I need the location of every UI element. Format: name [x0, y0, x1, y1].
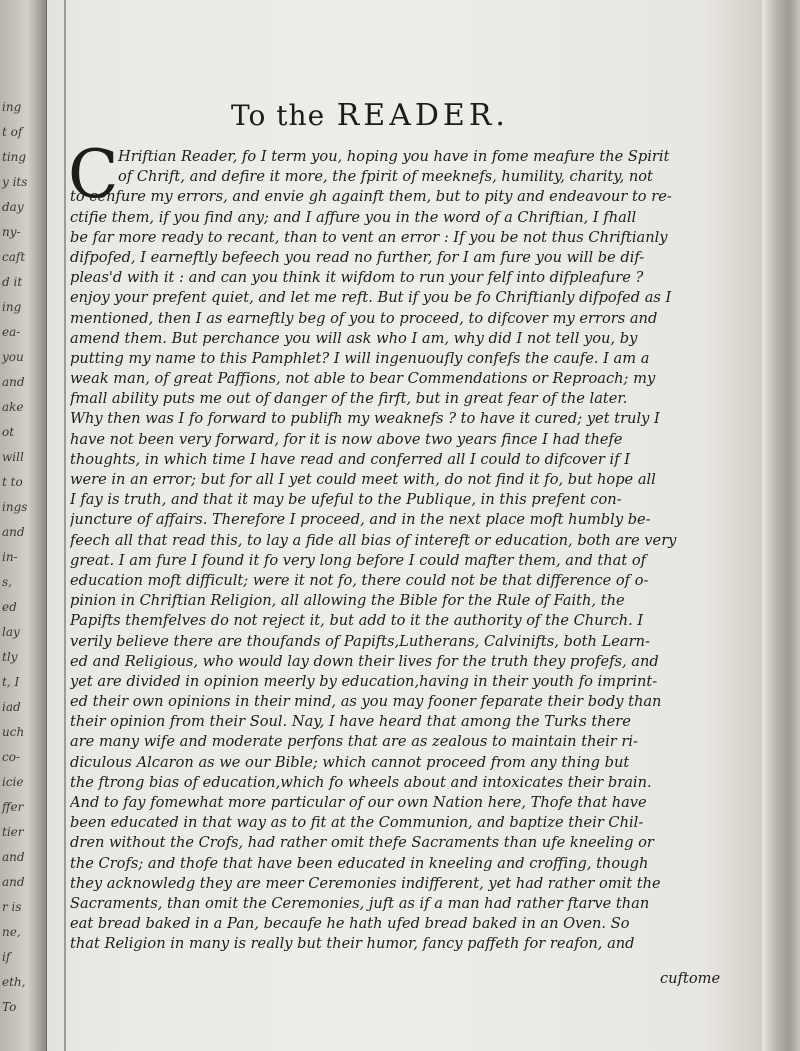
text-line: I fay is truth, and that it may be ufeful to the Publique, in this prefent con- — [70, 491, 622, 509]
text-line: diculous Alcaron as we our Bible; which cannot proceed from any thing but — [70, 753, 630, 771]
gutter-rule — [64, 0, 66, 1051]
previous-page-fragment: in- — [2, 550, 18, 564]
text-line: education moft difficult; were it not fo, there could not be that difference of o- — [70, 571, 649, 589]
text-line: they acknowledg they are meer Ceremonies indifferent, yet had rather omit the — [70, 874, 661, 892]
text-line: Sacraments, than omit the Ceremonies, juft as if a man had rather ftarve than — [70, 894, 650, 912]
text-line: thoughts, in which time I have read and conferred all I could to difcover if I — [70, 450, 631, 468]
previous-page-fragment: you — [2, 350, 24, 364]
body-text — [70, 147, 750, 955]
previous-page-fragment: t of — [2, 125, 23, 139]
page-heading — [150, 98, 590, 133]
heading-caps: READER. — [336, 98, 509, 133]
page-right-edge — [762, 0, 800, 1051]
text-line: fmall ability puts me out of danger of the firft, but in great fear of the later. — [70, 390, 628, 408]
previous-page-fragment: if — [2, 950, 11, 964]
text-line: ed their own opinions in their mind, as you may fooner feparate their body than — [70, 693, 662, 711]
text-line: have not been very forward, for it is now above two years fince I had thefe — [70, 430, 623, 448]
text-line: were in an error; but for all I yet could meet with, do not find it fo, but hope all — [70, 471, 656, 488]
text-line: mentioned, then I as earneftly beg of you to proceed, to difcover my errors and — [70, 309, 658, 327]
text-line: are many wife and moderate perfons that are as zealous to maintain their ri- — [70, 733, 638, 751]
previous-page-fragment: r is — [2, 900, 22, 914]
previous-page-fragment: tier — [2, 825, 24, 839]
text-line: eat bread baked in a Pan, becaufe he hath ufed bread baked in an Oven. So — [70, 915, 630, 933]
previous-page-fragment: d it — [2, 275, 23, 289]
previous-page-fragment: and — [2, 375, 25, 389]
text-line: And to fay fomewhat more particular of our own Nation here, Thofe that have — [70, 794, 647, 811]
text-line: Why then was I fo forward to publifh my weaknefs ? to have it cured; yet truly I — [70, 410, 660, 428]
previous-page-fragment: To — [2, 1000, 17, 1014]
text-line: enjoy your prefent quiet, and let me reft. But if you be fo Chriftianly difpofed as I — [70, 289, 672, 307]
previous-page-fragment: iad — [2, 700, 21, 714]
text-line: amend them. But perchance you will ask who I am, why did I not tell you, by — [70, 329, 638, 347]
text-line: been educated in that way as to fit at the Communion, and baptize their Chil- — [70, 814, 644, 832]
previous-page-fragment: ting — [2, 150, 27, 164]
previous-page-fragment: ffer — [2, 800, 24, 814]
text-line: juncture of affairs. Therefore I proceed, and in the next place moft humbly be- — [70, 511, 651, 529]
previous-page-fragment: will — [2, 450, 24, 464]
previous-page-fragment: y its — [2, 175, 28, 189]
previous-page-fragment: icie — [2, 775, 24, 789]
text-line: putting my name to this Pamphlet? I will ingenuoufly confefs the caufe. I am a — [70, 349, 650, 367]
text-line: that Religion in many is really but their humor, fancy paffeth for reafon, and — [70, 935, 635, 953]
text-line: of Chrift, and defire it more, the fpirit of meeknefs, humility, charity, not — [118, 168, 653, 186]
text-line: pleas'd with it : and can you think it wifdom to run your felf into difpleafure ? — [70, 269, 644, 287]
previous-page-fragment: ea- — [2, 325, 21, 339]
previous-page-fragment: uch — [2, 725, 25, 739]
text-line: their opinion from their Soul. Nay, I have heard that among the Turks there — [70, 713, 631, 731]
text-line: dren without the Crofs, had rather omit thefe Sacraments than ufe kneeling or — [70, 834, 654, 852]
text-line: ctifie them, if you find any; and I affure you in the word of a Chriftian, I fhall — [70, 208, 637, 226]
heading-lead: To the — [231, 99, 326, 132]
text-line: pinion in Chriftian Religion, all allowing the Bible for the Rule of Faith, the — [70, 592, 625, 610]
text-line: the ftrong bias of education,which fo wheels about and intoxicates their brain. — [70, 773, 652, 791]
text-line: feech all that read this, to lay a fide all bias of intereft or education, both are very — [70, 531, 677, 549]
previous-page-fragment: ings — [2, 500, 28, 514]
previous-page-fragment: ing — [2, 300, 22, 314]
first-line: Hriftian Reader, fo I term you, hoping you have in fome meafure the Spirit — [118, 148, 670, 165]
previous-page-fragment: ne, — [2, 925, 21, 939]
previous-page-fragment: ny- — [2, 225, 21, 239]
text-line: great. I am fure I found it fo very long before I could mafter them, and that of — [70, 551, 647, 569]
previous-page-fragment: ake — [2, 400, 24, 414]
previous-page-fragment: t, I — [2, 675, 20, 689]
previous-page-fragment: ot — [2, 425, 15, 439]
previous-page-fragment: and — [2, 525, 25, 539]
text-line: be far more ready to recant, than to vent an error : If you be not thus Chriftianly — [70, 228, 668, 246]
previous-page-fragment: and — [2, 875, 25, 889]
text-line: yet are divided in opinion meerly by education,having in their youth fo imprint- — [70, 672, 658, 690]
text-line: Papifts themfelves do not reject it, but add to it the authority of the Church. I — [70, 612, 644, 630]
previous-page-fragment: day — [2, 200, 24, 214]
text-line: verily believe there are thoufands of Papifts,Lutherans, Calvinifts, both Learn- — [70, 632, 650, 650]
catchword: cuftome — [660, 970, 721, 987]
previous-page-fragment: t to — [2, 475, 23, 489]
previous-page-fragment: tly — [2, 650, 18, 664]
previous-page-fragment: ing — [2, 100, 22, 114]
previous-page-fragment: and — [2, 850, 25, 864]
previous-page-fragment: eth, — [2, 975, 26, 989]
text-line: the Crofs; and thofe that have been educated in kneeling and croffing, though — [70, 854, 649, 872]
previous-page-edge — [0, 0, 47, 1051]
previous-page-fragment: s, — [2, 575, 12, 589]
text-line: weak man, of great Paffions, not able to bear Commendations or Reproach; my — [70, 370, 656, 388]
previous-page-fragment: ed — [2, 600, 17, 614]
text-line: ed and Religious, who would lay down their lives for the truth they profefs, and — [70, 652, 659, 670]
text-line: to cenfure my errors, and envie gh againft them, but to pity and endeavour to re- — [70, 188, 672, 206]
drop-cap: C — [68, 136, 119, 213]
previous-page-fragment: co- — [2, 750, 20, 764]
previous-page-fragment: caft — [2, 250, 26, 264]
text-line: difpofed, I earneftly befeech you read no further, for I am fure you will be dif- — [70, 248, 645, 266]
previous-page-fragment: lay — [2, 625, 20, 639]
